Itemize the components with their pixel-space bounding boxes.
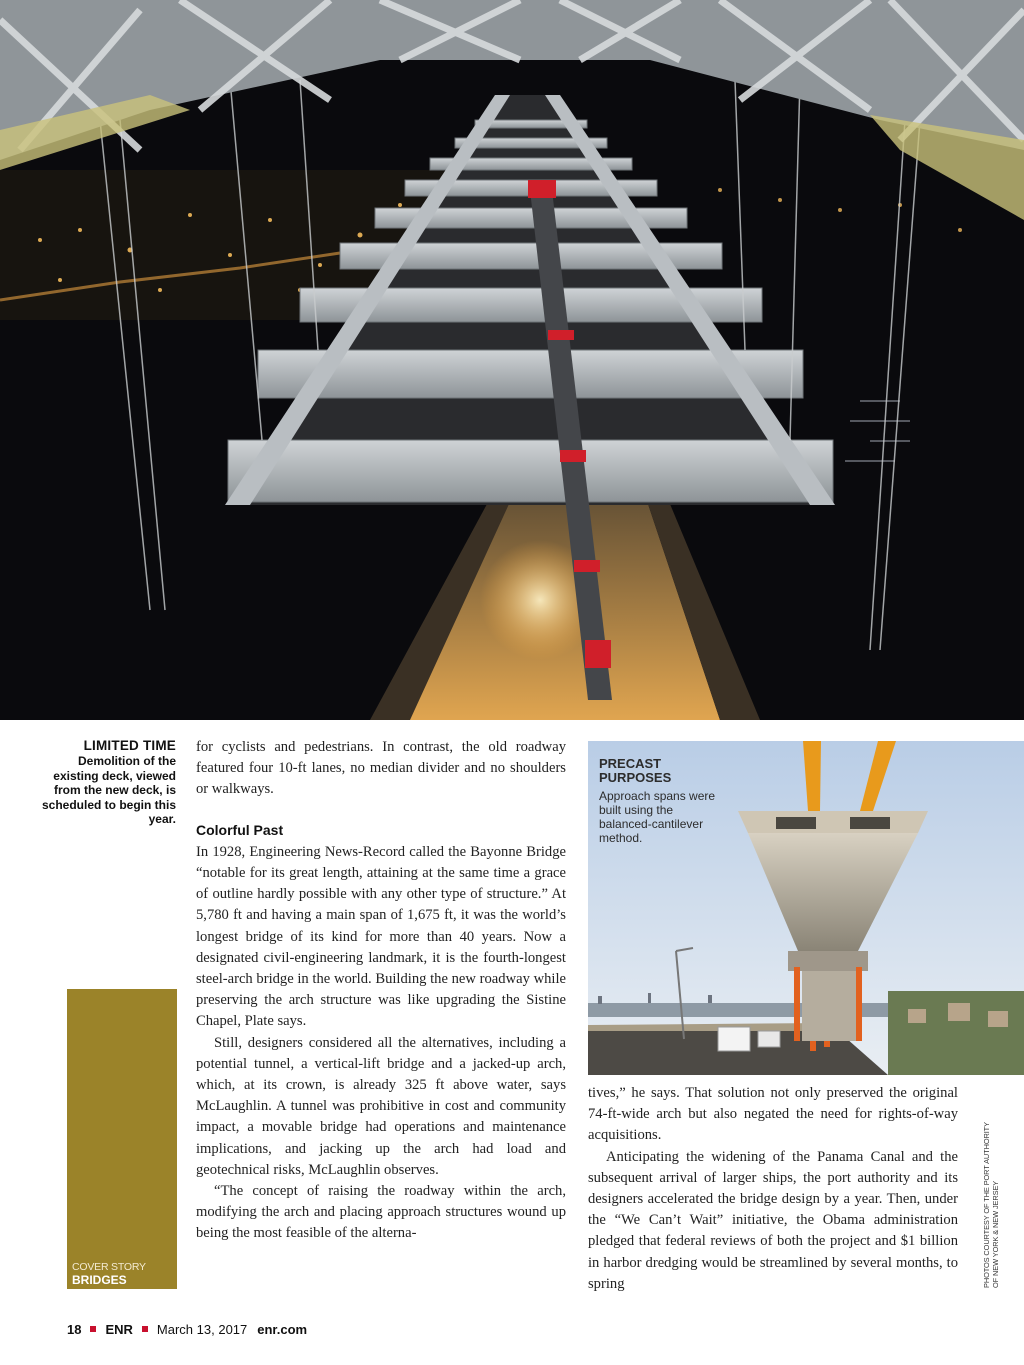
- section-tag: [67, 989, 177, 1289]
- inset-caption: Approach spans were built using the balanced-cantilever method.: [599, 789, 716, 845]
- section-kicker: COVER STORY: [72, 1261, 146, 1273]
- magazine-name: ENR: [105, 1321, 133, 1337]
- inset-title-line: PRECAST: [599, 756, 662, 771]
- paragraph: Still, designers considered all the alternatives, including a potential tunnel, a vertical-lift bridge and a jacked-up arch, which, at its crown, is already 325 ft above water, says McLaughlin. A tunnel was prohibitive in cost and community impact, a movable bridge had operations and maintenance implications, and jacking up the arch had load and geotechnical risks, McLaughlin observes.: [196, 1034, 566, 1178]
- photo-credit: PHOTOS COURTESY OF THE PORT AUTHORITY OF NEW YORK & NEW JERSEY: [982, 1122, 1000, 1288]
- separator-square-icon: [142, 1326, 148, 1332]
- paragraph: In 1928, Engineering News-Record called the Bayonne Bridge “notable for its great length, attaining at the same time a grace of outline hardly possible with any other type of structure.” At 5,780 ft and having a main span of 1,675 ft, it was the world’s longest bridge of its kind for more than 40 years. Now a designated civil-engineering landmark, it is the fourth-longest steel-arch bridge in the world. Building the new roadway while preserving the arch structure was like upgrading the Sistine Chapel, Plate says.: [196, 843, 566, 1030]
- section-name: BRIDGES: [72, 1273, 127, 1287]
- inset-title: [599, 757, 719, 785]
- caption-title: LIMITED TIME: [83, 737, 176, 754]
- paragraph: tives,” he says. That solution not only preserved the original 74-ft-wide arch but also negated the need for rights-of-way acquisitions.: [588, 1085, 958, 1144]
- article-subhead: Colorful Past: [196, 821, 284, 838]
- paragraph: for cyclists and pedestrians. In contrast, the old roadway featured four 10-ft lanes, no median divider and no shoulders or walkways.: [196, 739, 566, 798]
- page-number: 18: [67, 1321, 82, 1337]
- separator-square-icon: [90, 1326, 96, 1332]
- website-link[interactable]: enr.com: [257, 1321, 308, 1337]
- paragraph: Anticipating the widening of the Panama Canal and the subsequent arrival of larger ships, the port authority and its designers accelerated the bridge design by a year. Then, under the “We Can’t Wait” initiative, the Obama administration pledged that federal reviews of both the project and $1 billion in harbor dredging would be streamlined by several months, to spring: [588, 1148, 958, 1292]
- article-column-2: [588, 1083, 958, 1295]
- inset-title-line: PURPOSES: [599, 770, 672, 785]
- photo-caption: [40, 738, 176, 827]
- caption-body: Demolition of the existing deck, viewed from the new deck, is scheduled to begin this year.: [41, 754, 176, 827]
- issue-date: March 13, 2017: [156, 1321, 248, 1337]
- inset-photo: [588, 741, 1024, 1075]
- page-footer: [67, 1319, 307, 1339]
- article-column-1: [196, 737, 566, 1245]
- paragraph: “The concept of raising the roadway within the arch, modifying the arch and placing approach structures wound up being the most feasible of the alterna-: [196, 1183, 566, 1242]
